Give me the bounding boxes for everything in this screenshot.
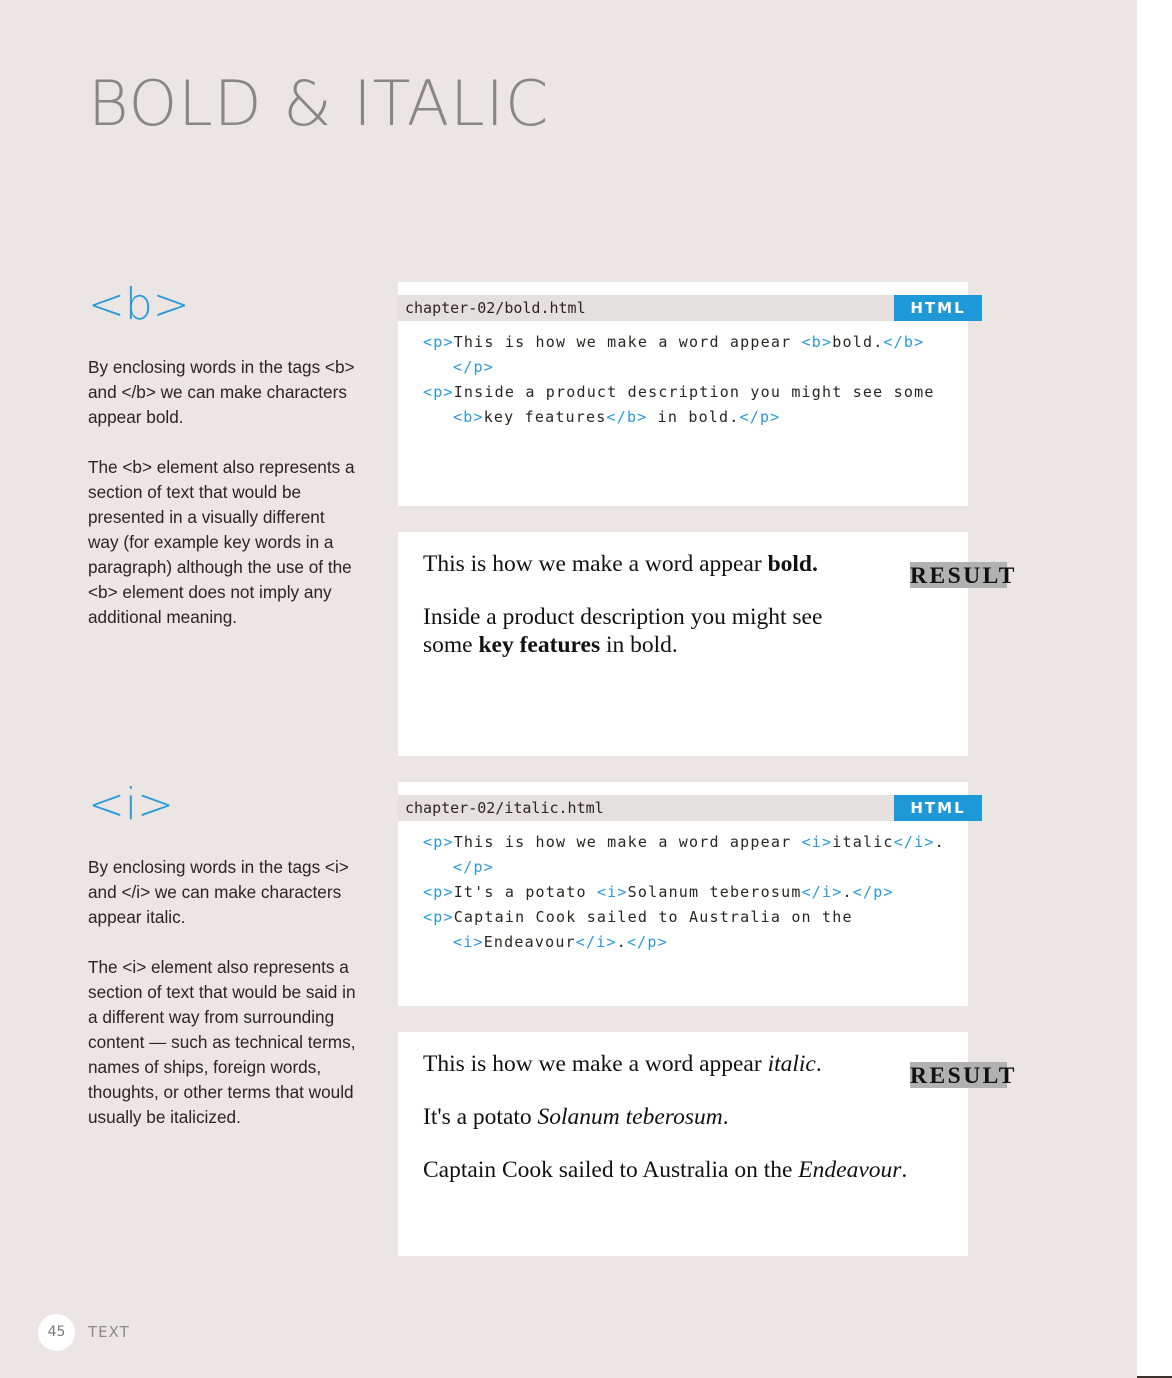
- code-tag: </i>: [801, 883, 843, 901]
- code-tag: </p>: [739, 408, 781, 426]
- code-tag: </i>: [575, 933, 617, 951]
- code-line: [423, 880, 945, 905]
- page-title: BOLD & ITALIC: [88, 67, 550, 140]
- code-tag: <b>: [453, 408, 484, 426]
- code-panel-italic: [398, 782, 968, 1006]
- page-number: 45: [38, 1314, 75, 1351]
- code-line: [423, 830, 945, 855]
- plain-text: .: [901, 1157, 908, 1183]
- description-i: [88, 855, 358, 1155]
- chapter-label: TEXT: [88, 1323, 130, 1341]
- code-file-header: [398, 795, 982, 821]
- code-text: This is how we make a word appear: [453, 833, 802, 851]
- code-line: [423, 405, 935, 430]
- code-tag: <p>: [423, 333, 454, 351]
- code-tag: </p>: [453, 858, 494, 876]
- result-badge: RESULT: [910, 1063, 1017, 1089]
- code-tag: <p>: [423, 833, 454, 851]
- bold-text: key features: [478, 632, 601, 658]
- description-paragraph: By enclosing words in the tags <i> and </i> we can make characters appear italic.: [88, 857, 349, 927]
- code-line: [423, 855, 945, 880]
- result-paragraph: [423, 1103, 907, 1131]
- html-badge: HTML: [894, 795, 982, 821]
- description-paragraph: By enclosing words in the tags <b> and </b> we can make characters appear bold.: [88, 357, 355, 427]
- result-badge: RESULT: [910, 563, 1017, 589]
- code-tag: </b>: [883, 333, 925, 351]
- result-panel-bold: [398, 532, 1017, 756]
- code-filename: chapter-02/bold.html: [405, 299, 586, 317]
- italic-text: italic: [767, 1051, 816, 1077]
- plain-text: Inside a product description you might see: [423, 604, 823, 630]
- result-paragraph: [423, 631, 822, 659]
- tag-heading-b: <b>: [88, 279, 190, 330]
- result-paragraph: [423, 1156, 907, 1184]
- code-listing: [423, 330, 935, 430]
- plain-text: This is how we make a word appear: [423, 1051, 768, 1077]
- code-tag: <i>: [801, 833, 833, 851]
- plain-text: in bold.: [600, 632, 678, 658]
- description-paragraph: The <b> element also represents a section of text that would be presented in a visually different way (for example key words in a paragraph) although the use of the <b> element does not imply any additional meaning.: [88, 457, 355, 627]
- result-paragraph: [423, 603, 822, 631]
- code-file-header: [398, 295, 982, 321]
- code-line: [423, 330, 935, 355]
- code-text: Captain Cook sailed to Australia on the: [453, 908, 853, 926]
- code-panel-bold: [398, 282, 968, 506]
- code-tag: <p>: [423, 383, 454, 401]
- code-line: [423, 930, 945, 955]
- code-tag: </i>: [893, 833, 935, 851]
- code-listing: [423, 830, 945, 955]
- plain-text: Captain Cook sailed to Australia on the: [423, 1157, 799, 1183]
- code-text: It's a potato: [453, 883, 597, 901]
- html-badge: HTML: [894, 295, 982, 321]
- code-text: .: [616, 933, 627, 951]
- plain-text: This is how we make a word appear: [423, 551, 768, 577]
- plain-text: some: [423, 632, 479, 658]
- code-text: italic: [832, 833, 894, 851]
- code-tag: </p>: [852, 883, 894, 901]
- italic-text: Solanum teberosum: [537, 1104, 723, 1130]
- code-text: in bold.: [647, 408, 740, 426]
- code-tag: </b>: [606, 408, 648, 426]
- code-tag: </p>: [626, 933, 668, 951]
- code-text: .: [934, 833, 945, 851]
- code-filename: chapter-02/italic.html: [405, 799, 604, 817]
- code-text: Endeavour: [483, 933, 576, 951]
- code-line: [423, 380, 935, 405]
- description-b: [88, 355, 358, 655]
- result-paragraph: [423, 550, 822, 578]
- result-output: [423, 550, 822, 684]
- code-tag: <i>: [453, 933, 484, 951]
- italic-text: Endeavour: [798, 1157, 902, 1183]
- code-text: Solanum teberosum: [627, 883, 802, 901]
- code-tag: </p>: [453, 358, 494, 376]
- code-text: bold.: [832, 333, 884, 351]
- code-text: .: [842, 883, 853, 901]
- result-paragraph: [423, 1050, 907, 1078]
- code-tag: <b>: [801, 333, 833, 351]
- plain-text: .: [815, 1051, 822, 1077]
- result-output: [423, 1050, 907, 1209]
- code-text: This is how we make a word appear: [453, 333, 802, 351]
- bold-text: bold.: [767, 551, 818, 577]
- tag-heading-i: <i>: [88, 779, 174, 830]
- description-paragraph: The <i> element also represents a section of text that would be said in a different way from surrounding content — such as technical terms, names of ships, foreign words, thoughts, or other terms that would usually be italicized.: [88, 957, 356, 1127]
- plain-text: It's a potato: [423, 1104, 538, 1130]
- code-tag: <p>: [423, 883, 454, 901]
- code-tag: <i>: [596, 883, 628, 901]
- code-line: [423, 905, 945, 930]
- result-panel-italic: [398, 1032, 1017, 1256]
- code-tag: <p>: [423, 908, 454, 926]
- code-text: key features: [483, 408, 607, 426]
- plain-text: .: [722, 1104, 729, 1130]
- code-line: [423, 355, 935, 380]
- code-text: Inside a product description you might see some: [453, 383, 935, 401]
